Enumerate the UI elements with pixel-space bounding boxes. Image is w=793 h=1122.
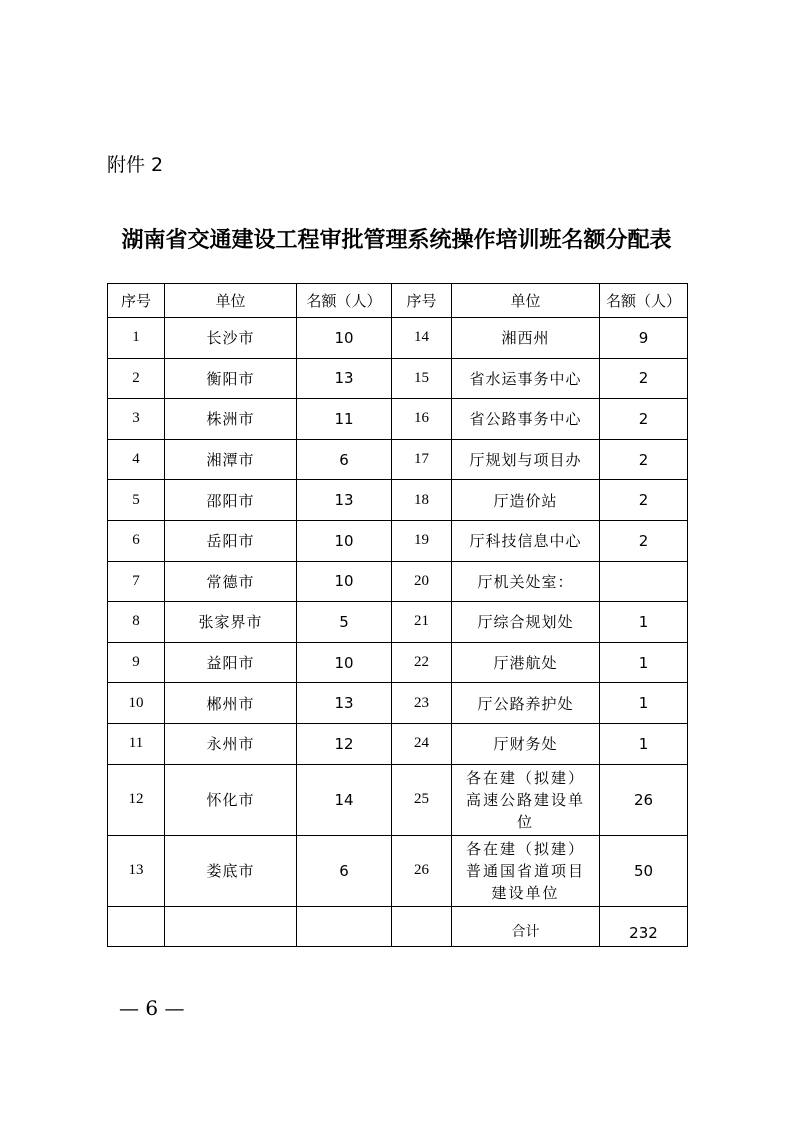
- table-row: [108, 642, 688, 683]
- unit-name: 株洲市: [165, 399, 297, 440]
- row-number: 25: [392, 764, 452, 835]
- table-row: [108, 520, 688, 561]
- quota-value: 10: [297, 520, 392, 561]
- unit-name: 厅规划与项目办: [452, 439, 600, 480]
- quota-value: 10: [297, 561, 392, 602]
- unit-name: 湘西州: [452, 318, 600, 359]
- unit-name: 厅财务处: [452, 723, 600, 764]
- unit-name: 邵阳市: [165, 480, 297, 521]
- unit-name: 益阳市: [165, 642, 297, 683]
- unit-name: 厅港航处: [452, 642, 600, 683]
- row-number: 13: [108, 835, 165, 906]
- table-row: [108, 480, 688, 521]
- unit-name: 衡阳市: [165, 358, 297, 399]
- column-header-quota-left: 名额（人）: [297, 284, 392, 318]
- quota-value: 1: [600, 602, 688, 643]
- empty-cell: [297, 906, 392, 946]
- row-number: 7: [108, 561, 165, 602]
- quota-value: 11: [297, 399, 392, 440]
- quota-value: 2: [600, 358, 688, 399]
- unit-name: 郴州市: [165, 683, 297, 724]
- empty-cell: [108, 906, 165, 946]
- unit-name: 怀化市: [165, 764, 297, 835]
- row-number: 10: [108, 683, 165, 724]
- row-number: 3: [108, 399, 165, 440]
- row-number: 1: [108, 318, 165, 359]
- total-row: [108, 906, 688, 946]
- row-number: 9: [108, 642, 165, 683]
- empty-cell: [165, 906, 297, 946]
- unit-name: 常德市: [165, 561, 297, 602]
- quota-value: 13: [297, 480, 392, 521]
- table-row: [108, 439, 688, 480]
- row-number: 16: [392, 399, 452, 440]
- attachment-label: 附件 2: [107, 154, 164, 176]
- unit-name: 各在建（拟建）普通国省道项目建设单位: [452, 835, 600, 906]
- quota-value: 14: [297, 764, 392, 835]
- table-row: [108, 602, 688, 643]
- unit-name: 省水运事务中心: [452, 358, 600, 399]
- quota-value: 12: [297, 723, 392, 764]
- row-number: 21: [392, 602, 452, 643]
- table-row: [108, 399, 688, 440]
- quota-value: 10: [297, 318, 392, 359]
- quota-value: 1: [600, 723, 688, 764]
- table-row: [108, 683, 688, 724]
- column-header-unit-left: 单位: [165, 284, 297, 318]
- unit-name: 厅公路养护处: [452, 683, 600, 724]
- row-number: 19: [392, 520, 452, 561]
- table-row: [108, 561, 688, 602]
- row-number: 23: [392, 683, 452, 724]
- row-number: 6: [108, 520, 165, 561]
- quota-value: 10: [297, 642, 392, 683]
- unit-name: 厅科技信息中心: [452, 520, 600, 561]
- quota-value: 9: [600, 318, 688, 359]
- unit-name: 湘潭市: [165, 439, 297, 480]
- quota-value: 2: [600, 480, 688, 521]
- quota-value: 1: [600, 642, 688, 683]
- row-number: 11: [108, 723, 165, 764]
- unit-name: 厅综合规划处: [452, 602, 600, 643]
- row-number: 14: [392, 318, 452, 359]
- quota-value: 5: [297, 602, 392, 643]
- quota-value: 2: [600, 520, 688, 561]
- quota-value: 6: [297, 835, 392, 906]
- unit-name: 厅造价站: [452, 480, 600, 521]
- quota-value: 50: [600, 835, 688, 906]
- table-row: [108, 358, 688, 399]
- table-row: [108, 764, 688, 835]
- quota-value: 1: [600, 683, 688, 724]
- row-number: 12: [108, 764, 165, 835]
- quota-value: 2: [600, 439, 688, 480]
- row-number: 26: [392, 835, 452, 906]
- quota-allocation-table: [107, 283, 688, 947]
- unit-name: 永州市: [165, 723, 297, 764]
- quota-value: 13: [297, 683, 392, 724]
- empty-cell: [392, 906, 452, 946]
- unit-name: 厅机关处室：: [452, 561, 600, 602]
- row-number: 4: [108, 439, 165, 480]
- table-row: [108, 318, 688, 359]
- page-number: — 6 —: [119, 996, 185, 1020]
- row-number: 17: [392, 439, 452, 480]
- quota-value: 6: [297, 439, 392, 480]
- quota-value: 26: [600, 764, 688, 835]
- row-number: 2: [108, 358, 165, 399]
- unit-name: 长沙市: [165, 318, 297, 359]
- table-header-row: [108, 284, 688, 318]
- column-header-no-left: 序号: [108, 284, 165, 318]
- row-number: 8: [108, 602, 165, 643]
- unit-name: 岳阳市: [165, 520, 297, 561]
- quota-value: 2: [600, 399, 688, 440]
- row-number: 20: [392, 561, 452, 602]
- unit-name: 张家界市: [165, 602, 297, 643]
- column-header-quota-right: 名额（人）: [600, 284, 688, 318]
- column-header-no-right: 序号: [392, 284, 452, 318]
- column-header-unit-right: 单位: [452, 284, 600, 318]
- quota-value: [600, 561, 688, 602]
- row-number: 24: [392, 723, 452, 764]
- total-value: 232: [600, 906, 688, 946]
- table-row: [108, 723, 688, 764]
- total-label: 合计: [452, 906, 600, 946]
- quota-value: 13: [297, 358, 392, 399]
- unit-name: 省公路事务中心: [452, 399, 600, 440]
- row-number: 15: [392, 358, 452, 399]
- unit-name: 各在建（拟建）高速公路建设单位: [452, 764, 600, 835]
- row-number: 22: [392, 642, 452, 683]
- unit-name: 娄底市: [165, 835, 297, 906]
- table-row: [108, 835, 688, 906]
- row-number: 18: [392, 480, 452, 521]
- row-number: 5: [108, 480, 165, 521]
- document-title: 湖南省交通建设工程审批管理系统操作培训班名额分配表: [121, 227, 672, 253]
